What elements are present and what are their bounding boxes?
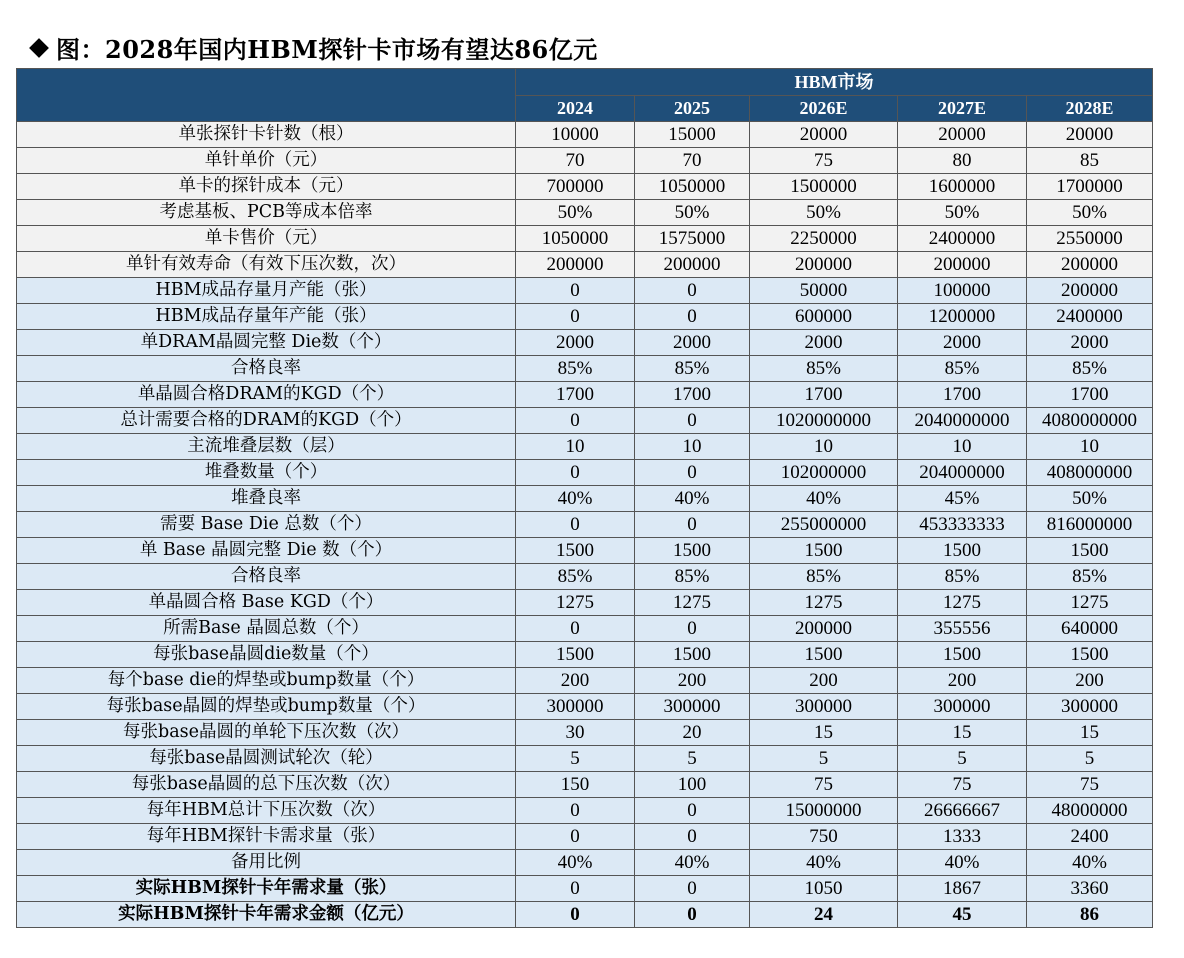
row-value: 40% [635,486,750,512]
row-value: 4080000000 [1027,408,1153,434]
row-value: 200000 [635,252,750,278]
row-value: 0 [635,824,750,850]
header-row-group [17,69,1153,96]
row-value: 86 [1027,902,1153,928]
row-value: 10000 [516,122,635,148]
row-value: 1275 [1027,590,1153,616]
row-label: 每年HBM总计下压次数（次） [17,798,516,824]
row-value: 85% [750,356,898,382]
row-value: 200 [898,668,1027,694]
row-value: 204000000 [898,460,1027,486]
table-row [17,798,1153,824]
row-value: 30 [516,720,635,746]
row-value: 0 [516,408,635,434]
row-value: 0 [516,304,635,330]
row-value: 1500 [516,538,635,564]
row-value: 1275 [750,590,898,616]
table-row [17,720,1153,746]
row-value: 20000 [750,122,898,148]
row-value: 600000 [750,304,898,330]
row-value: 2040000000 [898,408,1027,434]
table-row [17,590,1153,616]
table-row [17,148,1153,174]
row-label: HBM成品存量月产能（张） [17,278,516,304]
row-value: 1333 [898,824,1027,850]
row-label: 考虑基板、PCB等成本倍率 [17,200,516,226]
hbm-probe-card-table [16,68,1153,928]
row-value: 0 [516,798,635,824]
row-value: 2250000 [750,226,898,252]
row-value: 1500 [898,642,1027,668]
row-value: 75 [750,772,898,798]
table-row [17,382,1153,408]
row-value: 1700 [635,382,750,408]
row-label: 每张base晶圆的总下压次数（次） [17,772,516,798]
table-row [17,824,1153,850]
row-value: 10 [898,434,1027,460]
row-value: 0 [516,512,635,538]
row-value: 150 [516,772,635,798]
row-value: 1700 [516,382,635,408]
row-value: 0 [635,408,750,434]
row-label: 每张base晶圆测试轮次（轮） [17,746,516,772]
table-row [17,876,1153,902]
row-value: 200000 [1027,278,1153,304]
row-label: 实际HBM探针卡年需求量（张） [17,876,516,902]
row-value: 15000 [635,122,750,148]
row-label: 每张base晶圆的单轮下压次数（次） [17,720,516,746]
row-value: 200000 [750,616,898,642]
table-row [17,668,1153,694]
row-value: 85% [1027,564,1153,590]
row-value: 5 [898,746,1027,772]
row-value: 48000000 [1027,798,1153,824]
row-value: 300000 [898,694,1027,720]
row-value: 1600000 [898,174,1027,200]
row-label: 总计需要合格的DRAM的KGD（个） [17,408,516,434]
row-value: 70 [635,148,750,174]
row-value: 750 [750,824,898,850]
row-label: 单卡的探针成本（元） [17,174,516,200]
row-value: 1500 [750,642,898,668]
row-value: 75 [1027,772,1153,798]
table-row [17,252,1153,278]
row-value: 453333333 [898,512,1027,538]
row-value: 26666667 [898,798,1027,824]
row-value: 700000 [516,174,635,200]
header-group-label: HBM市场 [516,69,1153,96]
row-label: 每个base die的焊垫或bump数量（个） [17,668,516,694]
row-value: 85% [750,564,898,590]
row-value: 15 [898,720,1027,746]
row-value: 1700 [750,382,898,408]
header-corner [17,69,516,122]
row-value: 2000 [516,330,635,356]
row-value: 5 [516,746,635,772]
row-label: 合格良率 [17,356,516,382]
header-year: 2025 [635,96,750,122]
row-value: 200 [635,668,750,694]
row-value: 40% [750,850,898,876]
table-row [17,330,1153,356]
row-value: 300000 [516,694,635,720]
table-row [17,278,1153,304]
row-value: 40% [1027,850,1153,876]
row-value: 50% [1027,200,1153,226]
header-year: 2028E [1027,96,1153,122]
row-value: 85% [898,356,1027,382]
row-value: 816000000 [1027,512,1153,538]
table-row [17,902,1153,928]
row-label: 每张base晶圆的焊垫或bump数量（个） [17,694,516,720]
row-value: 85% [635,356,750,382]
row-value: 50000 [750,278,898,304]
row-value: 70 [516,148,635,174]
row-label: 实际HBM探针卡年需求金额（亿元） [17,902,516,928]
row-value: 1500 [898,538,1027,564]
row-value: 80 [898,148,1027,174]
row-value: 40% [635,850,750,876]
row-value: 75 [898,772,1027,798]
header-year: 2026E [750,96,898,122]
row-label: 单针有效寿命（有效下压次数，次） [17,252,516,278]
row-value: 1275 [516,590,635,616]
row-value: 0 [516,876,635,902]
row-value: 355556 [898,616,1027,642]
row-value: 200000 [750,252,898,278]
row-label: 单晶圆合格 Base KGD（个） [17,590,516,616]
row-value: 1050000 [516,226,635,252]
row-value: 40% [516,850,635,876]
row-value: 200 [750,668,898,694]
row-label: 每年HBM探针卡需求量（张） [17,824,516,850]
row-value: 0 [516,902,635,928]
table-row [17,200,1153,226]
row-value: 0 [635,876,750,902]
table-row [17,356,1153,382]
row-value: 200000 [898,252,1027,278]
row-value: 20 [635,720,750,746]
table-row [17,122,1153,148]
row-value: 2400000 [898,226,1027,252]
row-value: 15 [1027,720,1153,746]
row-value: 50% [635,200,750,226]
row-value: 45 [898,902,1027,928]
row-value: 45% [898,486,1027,512]
diamond-bullet-icon [29,38,49,58]
row-value: 2000 [750,330,898,356]
row-value: 20000 [898,122,1027,148]
row-value: 1500 [516,642,635,668]
row-value: 3360 [1027,876,1153,902]
table-row [17,642,1153,668]
row-value: 10 [635,434,750,460]
table-row [17,694,1153,720]
row-value: 50% [898,200,1027,226]
row-value: 5 [635,746,750,772]
row-label: 单张探针卡针数（根） [17,122,516,148]
row-value: 300000 [750,694,898,720]
row-value: 0 [635,798,750,824]
row-value: 5 [750,746,898,772]
row-value: 1867 [898,876,1027,902]
row-label: 合格良率 [17,564,516,590]
figure-title [32,30,598,64]
row-value: 85% [1027,356,1153,382]
table-row [17,434,1153,460]
row-value: 0 [516,616,635,642]
row-value: 300000 [1027,694,1153,720]
row-value: 40% [898,850,1027,876]
row-value: 1500 [750,538,898,564]
row-value: 40% [516,486,635,512]
row-value: 1700000 [1027,174,1153,200]
row-value: 0 [635,616,750,642]
row-value: 100000 [898,278,1027,304]
row-value: 15000000 [750,798,898,824]
row-value: 15 [750,720,898,746]
table-row [17,772,1153,798]
row-value: 5 [1027,746,1153,772]
table-row [17,486,1153,512]
row-value: 0 [635,278,750,304]
table-header [17,69,1153,122]
row-value: 50% [750,200,898,226]
figure-title-text: 图：2028年国内HBM探针卡市场有望达86亿元 [56,35,598,64]
row-value: 0 [516,278,635,304]
row-label: 单晶圆合格DRAM的KGD（个） [17,382,516,408]
row-label: 单DRAM晶圆完整 Die数（个） [17,330,516,356]
row-value: 1200000 [898,304,1027,330]
row-value: 24 [750,902,898,928]
row-value: 1500 [1027,642,1153,668]
row-value: 1500 [1027,538,1153,564]
row-value: 1275 [898,590,1027,616]
row-value: 102000000 [750,460,898,486]
row-value: 640000 [1027,616,1153,642]
row-value: 0 [635,512,750,538]
row-value: 85 [1027,148,1153,174]
table-row [17,460,1153,486]
table-row [17,538,1153,564]
row-label: 单针单价（元） [17,148,516,174]
row-value: 85% [516,356,635,382]
row-value: 2550000 [1027,226,1153,252]
row-value: 200 [516,668,635,694]
row-value: 2400000 [1027,304,1153,330]
row-value: 1500000 [750,174,898,200]
row-label: 每张base晶圆die数量（个） [17,642,516,668]
row-label: 堆叠数量（个） [17,460,516,486]
row-value: 1700 [898,382,1027,408]
table-row [17,616,1153,642]
row-value: 50% [1027,486,1153,512]
row-value: 10 [516,434,635,460]
row-value: 1500 [635,538,750,564]
row-value: 1050 [750,876,898,902]
row-label: 主流堆叠层数（层） [17,434,516,460]
row-value: 75 [750,148,898,174]
table-row [17,746,1153,772]
row-value: 200 [1027,668,1153,694]
row-value: 200000 [1027,252,1153,278]
row-value: 1500 [635,642,750,668]
row-value: 50% [516,200,635,226]
table-row [17,408,1153,434]
row-value: 1050000 [635,174,750,200]
row-value: 200000 [516,252,635,278]
row-label: 需要 Base Die 总数（个） [17,512,516,538]
table-row [17,564,1153,590]
row-value: 408000000 [1027,460,1153,486]
row-value: 2000 [1027,330,1153,356]
row-value: 0 [635,304,750,330]
row-value: 1275 [635,590,750,616]
row-value: 100 [635,772,750,798]
row-value: 2000 [635,330,750,356]
row-label: 所需Base 晶圆总数（个） [17,616,516,642]
row-value: 20000 [1027,122,1153,148]
table-row [17,850,1153,876]
table-row [17,174,1153,200]
row-value: 1700 [1027,382,1153,408]
row-value: 2400 [1027,824,1153,850]
table-row [17,304,1153,330]
row-value: 10 [750,434,898,460]
header-year: 2027E [898,96,1027,122]
row-value: 10 [1027,434,1153,460]
row-value: 2000 [898,330,1027,356]
row-value: 0 [516,824,635,850]
row-value: 1575000 [635,226,750,252]
row-label: 单卡售价（元） [17,226,516,252]
header-year: 2024 [516,96,635,122]
row-label: 堆叠良率 [17,486,516,512]
row-value: 85% [898,564,1027,590]
row-value: 255000000 [750,512,898,538]
row-value: 0 [635,902,750,928]
row-label: HBM成品存量年产能（张） [17,304,516,330]
table-row [17,512,1153,538]
row-value: 0 [635,460,750,486]
table-row [17,226,1153,252]
row-value: 85% [516,564,635,590]
row-value: 40% [750,486,898,512]
row-value: 85% [635,564,750,590]
row-label: 单 Base 晶圆完整 Die 数（个） [17,538,516,564]
row-value: 0 [516,460,635,486]
table-body [17,122,1153,928]
row-value: 1020000000 [750,408,898,434]
row-value: 300000 [635,694,750,720]
row-label: 备用比例 [17,850,516,876]
